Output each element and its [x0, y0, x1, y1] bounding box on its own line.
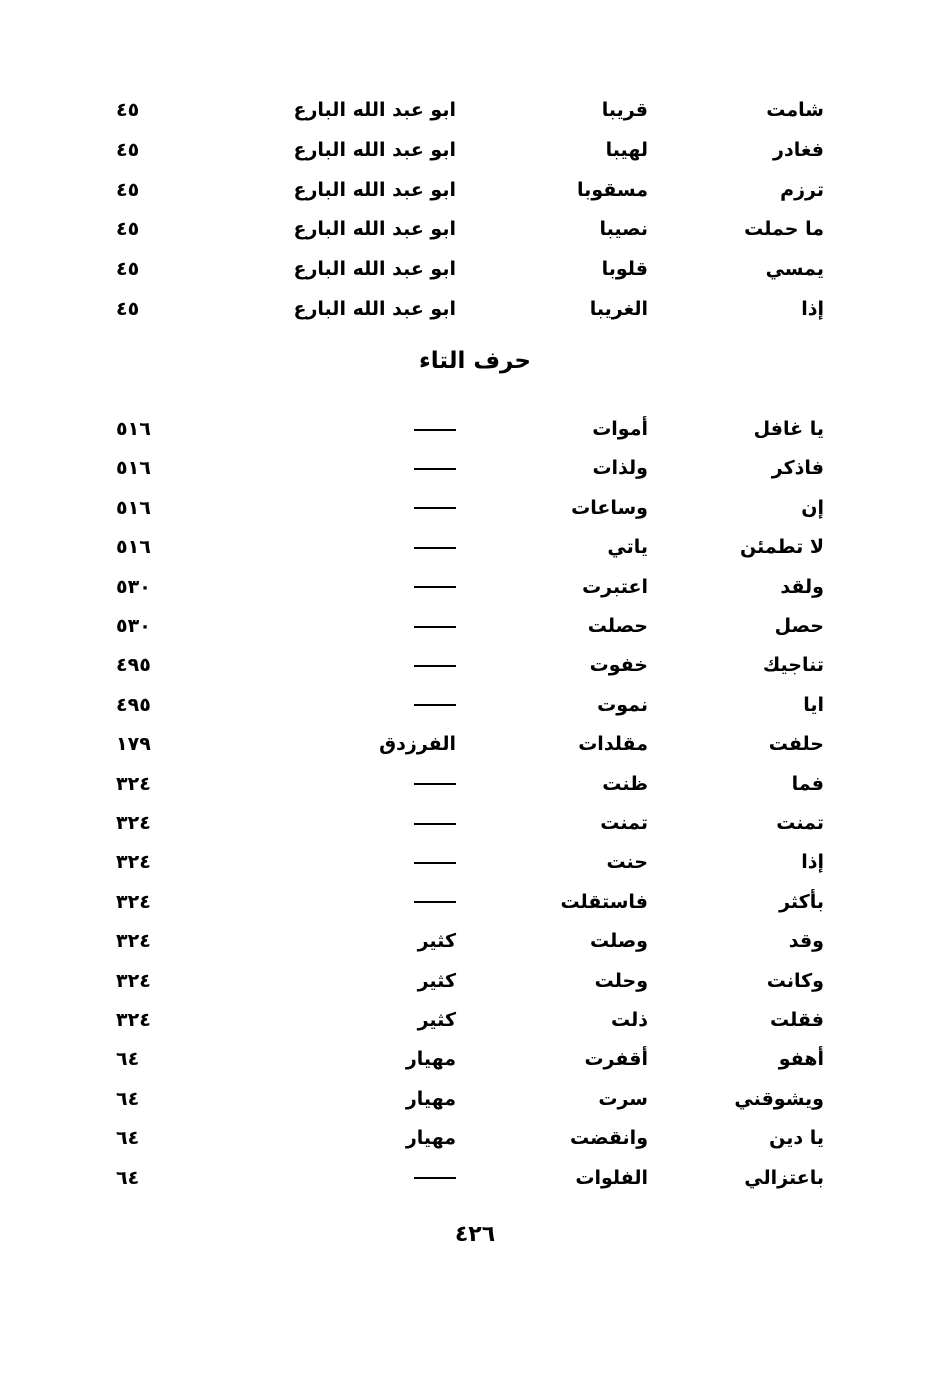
rhyme-word: ياتي — [607, 536, 648, 559]
rhyme-word: سرت — [598, 1087, 648, 1110]
table-row — [0, 844, 950, 880]
page-reference: ٤٥ — [116, 138, 140, 161]
verse-start-word: فقلت — [770, 1009, 824, 1031]
rhyme-word: نصيبا — [599, 218, 648, 241]
rhyme-word: أموات — [592, 418, 648, 440]
rhyme-word: أقفرت — [584, 1048, 648, 1071]
page-reference: ٦٤ — [116, 1087, 140, 1110]
verse-start-word: يا دين — [769, 1127, 824, 1150]
table-row — [0, 1120, 950, 1156]
rhyme-word: ذلت — [611, 1009, 648, 1031]
rhyme-word: مقلدات — [578, 733, 648, 756]
empty-poet-dash — [414, 450, 456, 486]
table-row — [0, 963, 950, 999]
table-row — [0, 1160, 950, 1196]
page-number: ٤٢٦ — [454, 1222, 496, 1247]
poet-name: ابو عبد الله البارع — [293, 138, 456, 161]
rhyme-word: اعتبرت — [582, 575, 648, 598]
verse-start-word: تناجيك — [762, 654, 824, 677]
page-reference: ٤٥ — [116, 298, 140, 320]
table-row — [0, 726, 950, 762]
poet-name: ابو عبد الله البارع — [293, 178, 456, 201]
poet-name: مهيار — [405, 1127, 456, 1150]
empty-poet-dash — [414, 687, 456, 723]
page-reference: ٣٢٤ — [116, 930, 151, 953]
rhyme-word: وصلت — [589, 930, 648, 953]
page-reference: ٣٢٤ — [116, 772, 151, 795]
empty-poet-dash — [414, 569, 456, 605]
rhyme-word: ولذات — [592, 457, 648, 480]
table-row — [0, 766, 950, 802]
section-heading: حرف التاء — [419, 348, 531, 374]
page-reference: ٥١٦ — [116, 496, 151, 519]
verse-start-word: أهفو — [778, 1048, 824, 1071]
rhyme-word: وحلت — [594, 969, 648, 992]
table-row — [0, 132, 950, 168]
empty-poet-dash — [414, 884, 456, 920]
page-reference: ٤٥ — [116, 178, 140, 201]
page-reference: ٣٢٤ — [116, 969, 151, 992]
page-reference: ٤٩٥ — [116, 693, 151, 716]
page-reference: ٣٢٤ — [116, 890, 151, 913]
rhyme-word: وانقضت — [570, 1127, 648, 1150]
table-row — [0, 1041, 950, 1077]
poet-name: الفرزدق — [379, 733, 456, 756]
poet-name: ابو عبد الله البارع — [293, 99, 456, 121]
page-reference: ٦٤ — [116, 1048, 140, 1071]
rhyme-word: ظنت — [602, 772, 648, 795]
verse-start-word: إذا — [801, 851, 824, 874]
rhyme-word: تمنت — [600, 812, 648, 834]
poet-name: مهيار — [405, 1087, 456, 1110]
verse-start-word: يا غافل — [753, 418, 824, 440]
verse-start-word: بأكثر — [779, 890, 824, 913]
verse-start-word: ولقد — [780, 575, 824, 598]
poet-name: ابو عبد الله البارع — [293, 258, 456, 281]
table-row — [0, 805, 950, 841]
rhyme-word: حصلت — [587, 615, 648, 637]
poet-name: كثير — [417, 969, 456, 992]
table-row — [0, 1081, 950, 1117]
page-reference: ٣٢٤ — [116, 812, 151, 834]
page-reference: ٤٥ — [116, 218, 140, 241]
poet-name: كثير — [417, 930, 456, 953]
page-reference: ٦٤ — [116, 1127, 140, 1150]
verse-start-word: لا تطمئن — [740, 536, 824, 559]
verse-start-word: وكانت — [766, 969, 824, 992]
verse-start-word: وقد — [788, 930, 824, 953]
table-row — [0, 529, 950, 565]
page-reference: ٤٥ — [116, 258, 140, 281]
table-row — [0, 647, 950, 683]
page-reference: ٥٣٠ — [116, 575, 151, 598]
table-row — [0, 687, 950, 723]
verse-start-word: فما — [791, 772, 824, 795]
rhyme-word: الفلوات — [575, 1166, 648, 1189]
page-reference: ٥٣٠ — [116, 615, 151, 637]
rhyme-word: فاستقلت — [560, 890, 648, 913]
poet-name: ابو عبد الله البارع — [293, 298, 456, 320]
verse-start-word: فاذكر — [771, 457, 824, 480]
verse-start-word: باعتزالي — [744, 1166, 824, 1189]
verse-start-word: إن — [801, 496, 824, 519]
table-row — [0, 251, 950, 287]
table-row — [0, 291, 950, 327]
verse-start-word: فغادر — [773, 138, 824, 161]
rhyme-word: الغريبا — [589, 298, 648, 320]
verse-start-word: ما حملت — [744, 218, 824, 241]
table-row — [0, 211, 950, 247]
page-reference: ٥١٦ — [116, 536, 151, 559]
table-row — [0, 608, 950, 644]
rhyme-word: نموت — [597, 693, 648, 716]
table-row — [0, 923, 950, 959]
table-row — [0, 569, 950, 605]
empty-poet-dash — [414, 411, 456, 447]
empty-poet-dash — [414, 529, 456, 565]
verse-start-word: تمنت — [776, 812, 824, 834]
empty-poet-dash — [414, 844, 456, 880]
rhyme-word: خفوت — [589, 654, 648, 677]
empty-poet-dash — [414, 766, 456, 802]
empty-poet-dash — [414, 490, 456, 526]
table-row — [0, 450, 950, 486]
table-row — [0, 884, 950, 920]
empty-poet-dash — [414, 608, 456, 644]
verse-start-word: يمسي — [765, 258, 824, 281]
verse-start-word: حصل — [774, 615, 824, 637]
poet-name: مهيار — [405, 1048, 456, 1071]
page-reference: ٥١٦ — [116, 457, 151, 480]
table-row — [0, 411, 950, 447]
table-row — [0, 490, 950, 526]
page-reference: ٤٩٥ — [116, 654, 151, 677]
table-row — [0, 92, 950, 128]
page-reference: ٥١٦ — [116, 418, 151, 440]
empty-poet-dash — [414, 1160, 456, 1196]
verse-start-word: شامت — [766, 99, 824, 121]
verse-start-word: إذا — [801, 298, 824, 320]
empty-poet-dash — [414, 647, 456, 683]
table-row — [0, 1002, 950, 1038]
rhyme-word: قلوبا — [601, 258, 648, 281]
poet-name: ابو عبد الله البارع — [293, 218, 456, 241]
verse-start-word: ويشوقني — [734, 1087, 824, 1110]
page-reference: ٣٢٤ — [116, 1009, 151, 1031]
rhyme-word: حنت — [606, 851, 648, 874]
poet-name: كثير — [417, 1009, 456, 1031]
rhyme-word: وساعات — [571, 496, 648, 519]
verse-start-word: حلفت — [768, 733, 824, 756]
verse-start-word: ترزم — [780, 178, 824, 201]
rhyme-word: قريبا — [601, 99, 648, 121]
page-reference: ٤٥ — [116, 99, 140, 121]
table-row — [0, 172, 950, 208]
page-reference: ٣٢٤ — [116, 851, 151, 874]
page-reference: ٦٤ — [116, 1166, 140, 1189]
rhyme-word: مسقوبا — [577, 178, 648, 201]
verse-start-word: ايا — [803, 693, 824, 716]
empty-poet-dash — [414, 805, 456, 841]
rhyme-word: لهيبا — [605, 138, 648, 161]
page-reference: ١٧٩ — [116, 733, 151, 756]
